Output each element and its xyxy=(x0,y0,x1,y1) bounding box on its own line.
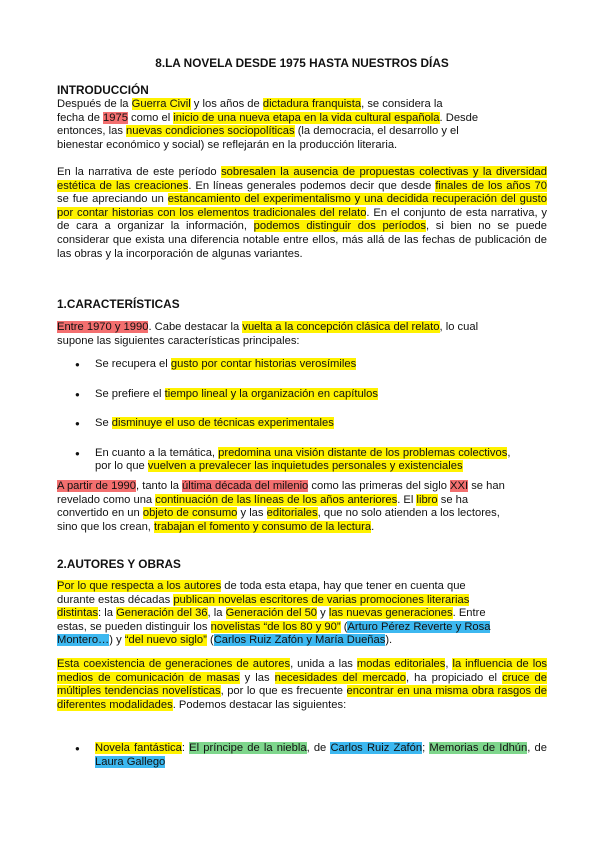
text-run: y las xyxy=(237,507,267,520)
text-run: Se xyxy=(95,417,112,430)
text-run: . El xyxy=(397,493,417,506)
highlighted-text: Generación del 36 xyxy=(116,607,208,620)
highlighted-text: Carlos Ruiz Zafón xyxy=(330,742,423,754)
highlighted-text: 1975 xyxy=(103,111,128,124)
text-run: . Podemos destacar las siguientes: xyxy=(172,698,347,711)
text-run: entonces, las xyxy=(57,125,127,138)
text-run: ( xyxy=(340,620,348,633)
text-run: como las primeras del siglo xyxy=(308,480,451,492)
text-run: En cuanto a la temática, xyxy=(95,446,219,459)
text-run: ; xyxy=(422,742,430,754)
highlighted-text: Montero… xyxy=(57,634,110,647)
highlighted-text: podemos distinguir dos períodos xyxy=(253,220,426,233)
highlighted-text: encontrar en una misma obra rasgos de diferentes modalidades xyxy=(57,685,547,711)
highlighted-text: Esta coexistencia de generaciones de autores xyxy=(57,658,291,670)
text-run: supone las siguientes características principales: xyxy=(57,334,300,347)
highlighted-text: Memorias de Idhún xyxy=(429,742,528,754)
highlighted-text: predomina una visión distante de los problemas colectivos xyxy=(218,446,508,459)
text-run: , ha propiciado el xyxy=(405,671,503,684)
section2-heading: 2.AUTORES Y OBRAS xyxy=(57,557,181,571)
text-run: Se recupera el xyxy=(95,358,171,370)
highlighted-text: la influencia de los medios de comunicación de masas xyxy=(57,658,548,684)
highlighted-text: finales de los años 70 xyxy=(435,179,547,192)
intro-paragraph-2 xyxy=(57,166,547,261)
highlighted-text: XXI xyxy=(450,480,469,492)
highlighted-text: Por lo que respecta a los autores xyxy=(57,580,222,592)
highlighted-text: Laura Gallego xyxy=(95,755,166,768)
text-run: , tanto la xyxy=(136,480,183,492)
text-run: de toda esta etapa, hay que tener en cuenta que xyxy=(221,580,466,592)
text-run: (la democracia, el desarrollo y el xyxy=(294,125,459,138)
highlighted-text: “del nuevo siglo” xyxy=(124,634,207,647)
highlighted-text: cruce de múltiples tendencias novelísticas xyxy=(57,671,547,698)
text-run: y xyxy=(317,607,329,620)
text-run: durante estas décadas xyxy=(57,593,174,606)
text-run: ) y xyxy=(109,634,125,647)
highlighted-text: dictadura franquista xyxy=(262,98,362,110)
section2-bullet-list xyxy=(57,742,547,769)
highlighted-text: nuevas condiciones sociopolíticas xyxy=(126,125,295,138)
bullet-item xyxy=(57,358,547,372)
text-run: , xyxy=(445,658,453,670)
text-run: como el xyxy=(127,111,174,124)
text-run: , por lo que es frecuente xyxy=(220,685,347,698)
text-run: , xyxy=(507,446,511,459)
text-run: y los años de xyxy=(190,98,263,110)
highlighted-text: inicio de una nueva etapa en la vida cultural española xyxy=(173,111,440,124)
intro-paragraph-1 xyxy=(57,98,547,152)
text-run: , si bien no se puede considerar que exista una diferencia notable entre ellos, más allá de las fechas de publicación de las obras y la incorporación de algunas variantes. xyxy=(57,220,547,260)
bullet-item xyxy=(57,388,547,402)
section1-heading: 1.CARACTERÍSTICAS xyxy=(57,297,180,311)
highlighted-text: editoriales xyxy=(266,507,318,520)
highlighted-text: necesidades del mercado xyxy=(274,671,406,684)
text-run: se han xyxy=(468,480,505,492)
text-run: , lo cual xyxy=(439,321,479,333)
highlighted-text: Novela fantástica xyxy=(95,742,182,754)
text-run: , que no solo atienden a los lectores, xyxy=(317,507,500,520)
text-run: revelado como una xyxy=(57,493,156,506)
highlighted-text: Carlos Ruiz Zafón y María Dueñas xyxy=(213,634,386,647)
text-run: estas, se pueden distinguir los xyxy=(57,620,211,633)
bullet-item xyxy=(57,742,547,769)
document-title: 8.LA NOVELA DESDE 1975 HASTA NUESTROS DÍAS xyxy=(155,56,449,70)
highlighted-text: distintas xyxy=(57,607,99,620)
highlighted-text: modas editoriales xyxy=(356,658,446,670)
highlighted-text: última década del milenio xyxy=(182,480,309,492)
text-run: bienestar económico y social) se reflejarán en la producción literaria. xyxy=(57,138,398,151)
text-run: , de xyxy=(306,742,331,754)
highlighted-text: objeto de consumo xyxy=(142,507,238,520)
text-run: , la xyxy=(207,607,226,620)
highlighted-text: Guerra Civil xyxy=(131,98,191,110)
text-run: . Desde xyxy=(439,111,479,124)
highlighted-text: vuelven a prevalecer las inquietudes personales y existenciales xyxy=(147,460,463,473)
text-run: y las xyxy=(239,671,275,684)
text-run: por lo que xyxy=(95,460,148,473)
highlighted-text: libro xyxy=(416,493,438,506)
text-run: ( xyxy=(206,634,214,647)
text-run: . En el conjunto de esta narrativa, y de cara a organizar la información, xyxy=(57,206,548,233)
bullet-item xyxy=(57,417,547,431)
highlighted-text: continuación de las líneas de los años anteriores xyxy=(155,493,398,506)
highlighted-text: El príncipe de la niebla xyxy=(189,742,307,754)
intro-heading: INTRODUCCIÓN xyxy=(57,83,149,97)
text-run: , se considera la xyxy=(361,98,443,110)
highlighted-text: A partir de 1990 xyxy=(57,480,136,492)
highlighted-text: estancamiento del experimentalismo y una decidida recuperación del gusto por contar historias con los elementos tradicionales del relato xyxy=(57,193,547,219)
text-run: . Entre xyxy=(452,607,486,620)
text-run: . xyxy=(371,520,375,533)
text-run: se ha xyxy=(437,493,469,506)
text-run: sino que los crean, xyxy=(57,520,155,533)
text-run: Se prefiere el xyxy=(95,387,165,400)
text-run: , unida a las xyxy=(290,658,357,670)
text-run: . Cabe destacar la xyxy=(148,321,243,333)
highlighted-text: sobresalen la ausencia de propuestas colectivas y la diversidad estética de las creaciones xyxy=(57,166,547,192)
text-run: convertido en un xyxy=(57,507,143,520)
highlighted-text: las nuevas generaciones xyxy=(328,607,453,620)
text-run: fecha de xyxy=(57,111,104,124)
highlighted-text: Arturo Pérez Reverte y Rosa xyxy=(347,620,491,633)
text-run: , de xyxy=(527,742,547,754)
text-run: : xyxy=(181,742,190,754)
section2-paragraph-2 xyxy=(57,658,547,712)
text-run: se fue apreciando un xyxy=(57,193,168,206)
section2-paragraph-1 xyxy=(57,580,547,648)
section1-bullet-list xyxy=(57,358,547,474)
highlighted-text: tiempo lineal y la organización en capítulos xyxy=(164,387,378,400)
highlighted-text: Generación del 50 xyxy=(225,607,318,620)
text-run: ). xyxy=(385,634,393,647)
section1-paragraph-2 xyxy=(57,480,547,534)
text-run: : la xyxy=(98,607,117,620)
section1-paragraph-1 xyxy=(57,321,547,348)
highlighted-text: disminuye el uso de técnicas experimentales xyxy=(111,417,334,430)
text-run: Después de la xyxy=(57,98,132,110)
highlighted-text: gusto por contar historias verosímiles xyxy=(170,358,357,370)
bullet-item xyxy=(57,447,547,474)
highlighted-text: vuelta a la concepción clásica del relato xyxy=(242,321,440,333)
highlighted-text: Entre 1970 y 1990 xyxy=(57,321,149,333)
text-run: En la narrativa de este período xyxy=(57,166,222,178)
text-run: . En líneas generales podemos decir que desde xyxy=(188,179,436,192)
highlighted-text: trabajan el fomento y consumo de la lectura xyxy=(154,520,372,533)
highlighted-text: novelistas “de los 80 y 90” xyxy=(210,620,341,633)
highlighted-text: publican novelas escritores de varias promociones literarias xyxy=(173,593,470,606)
